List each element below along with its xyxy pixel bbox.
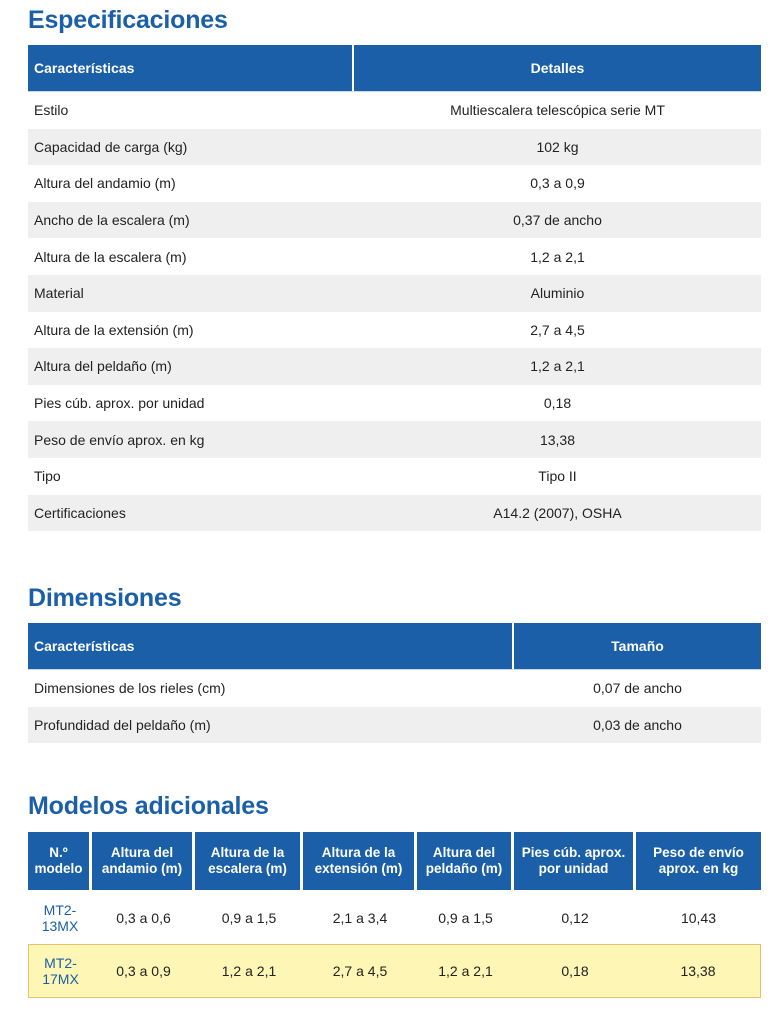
specs-row-label: Estilo [28, 92, 354, 129]
specs-row [28, 92, 761, 129]
models-header-cell: N.º modelo [28, 832, 92, 892]
specs-header-feature: Características [28, 45, 354, 92]
specs-row [28, 421, 761, 458]
specs-row-value: 1,2 a 2,1 [354, 348, 761, 385]
dimensions-title: Dimensiones [28, 584, 182, 612]
models-header-cell: Altura de la extensión (m) [303, 832, 417, 892]
specs-row-value: 13,38 [354, 421, 761, 458]
models-cell-step: 1,2 a 2,1 [417, 944, 514, 998]
dimensions-row [28, 670, 761, 707]
specs-row [28, 348, 761, 385]
dimensions-header-size: Tamaño [514, 623, 761, 670]
specs-row [28, 238, 761, 275]
specs-table [28, 45, 761, 531]
models-cell-extension: 2,7 a 4,5 [303, 944, 417, 998]
models-cell-model[interactable]: MT2-17MX [28, 944, 92, 998]
specs-row-value: 102 kg [354, 129, 761, 166]
specs-row [28, 458, 761, 495]
models-row [28, 944, 761, 998]
models-header-cell: Altura de la escalera (m) [195, 832, 303, 892]
specs-row-value: 0,37 de ancho [354, 202, 761, 239]
specs-row-label: Altura de la extensión (m) [28, 312, 354, 349]
specs-row-label: Ancho de la escalera (m) [28, 202, 354, 239]
dimensions-row-label: Dimensiones de los rieles (cm) [28, 670, 514, 707]
models-cell-ladder: 0,9 a 1,5 [221, 910, 277, 926]
specs-row-label: Pies cúb. aprox. por unidad [28, 385, 354, 422]
dimensions-table [28, 623, 761, 743]
models-title: Modelos adicionales [28, 792, 269, 820]
specs-row [28, 312, 761, 349]
models-row [28, 892, 761, 944]
specs-header-details: Detalles [354, 45, 761, 92]
specs-row [28, 129, 761, 166]
specs-row [28, 385, 761, 422]
specs-row-label: Peso de envío aprox. en kg [28, 421, 354, 458]
models-header-cell: Altura del andamio (m) [92, 832, 195, 892]
models-cell-cubic: 0,18 [514, 944, 636, 998]
specs-row-value: 0,18 [354, 385, 761, 422]
models-header-cell: Altura del peldaño (m) [417, 832, 514, 892]
specs-row-label: Altura del peldaño (m) [28, 348, 354, 385]
specs-title: Especificaciones [28, 6, 228, 34]
specs-row-value: Aluminio [354, 275, 761, 312]
dimensions-row-value: 0,07 de ancho [514, 670, 761, 707]
specs-row-value: Multiescalera telescópica serie MT [354, 92, 761, 129]
specs-row-value: 1,2 a 2,1 [354, 238, 761, 275]
specs-row [28, 275, 761, 312]
specs-row-label: Material [28, 275, 354, 312]
dimensions-header-feature: Características [28, 623, 514, 670]
models-cell-cubic: 0,12 [561, 910, 589, 926]
specs-row-label: Tipo [28, 458, 354, 495]
specs-row-value: Tipo II [354, 458, 761, 495]
models-table [28, 832, 761, 998]
models-cell-scaffold: 0,3 a 0,9 [92, 944, 195, 998]
specs-row [28, 165, 761, 202]
models-header-cell: Peso de envío aprox. en kg [636, 832, 761, 892]
specs-row-label: Altura del andamio (m) [28, 165, 354, 202]
models-cell-weight: 10,43 [680, 910, 717, 926]
models-header-cell: Pies cúb. aprox. por unidad [514, 832, 636, 892]
models-cell-model[interactable]: MT2-13MX [41, 902, 79, 934]
specs-row-value: 0,3 a 0,9 [354, 165, 761, 202]
specs-row [28, 202, 761, 239]
dimensions-row-value: 0,03 de ancho [514, 707, 761, 744]
specs-row-value: 2,7 a 4,5 [354, 312, 761, 349]
dimensions-row [28, 707, 761, 744]
specs-row [28, 495, 761, 532]
specs-row-value: A14.2 (2007), OSHA [354, 495, 761, 532]
models-cell-weight: 13,38 [636, 944, 761, 998]
models-cell-step: 0,9 a 1,5 [438, 910, 493, 926]
specs-row-label: Capacidad de carga (kg) [28, 129, 354, 166]
specs-row-label: Certificaciones [28, 495, 354, 532]
models-cell-scaffold: 0,3 a 0,6 [116, 910, 171, 926]
models-cell-extension: 2,1 a 3,4 [332, 910, 388, 926]
dimensions-row-label: Profundidad del peldaño (m) [28, 707, 514, 744]
specs-row-label: Altura de la escalera (m) [28, 238, 354, 275]
models-cell-ladder: 1,2 a 2,1 [195, 944, 303, 998]
